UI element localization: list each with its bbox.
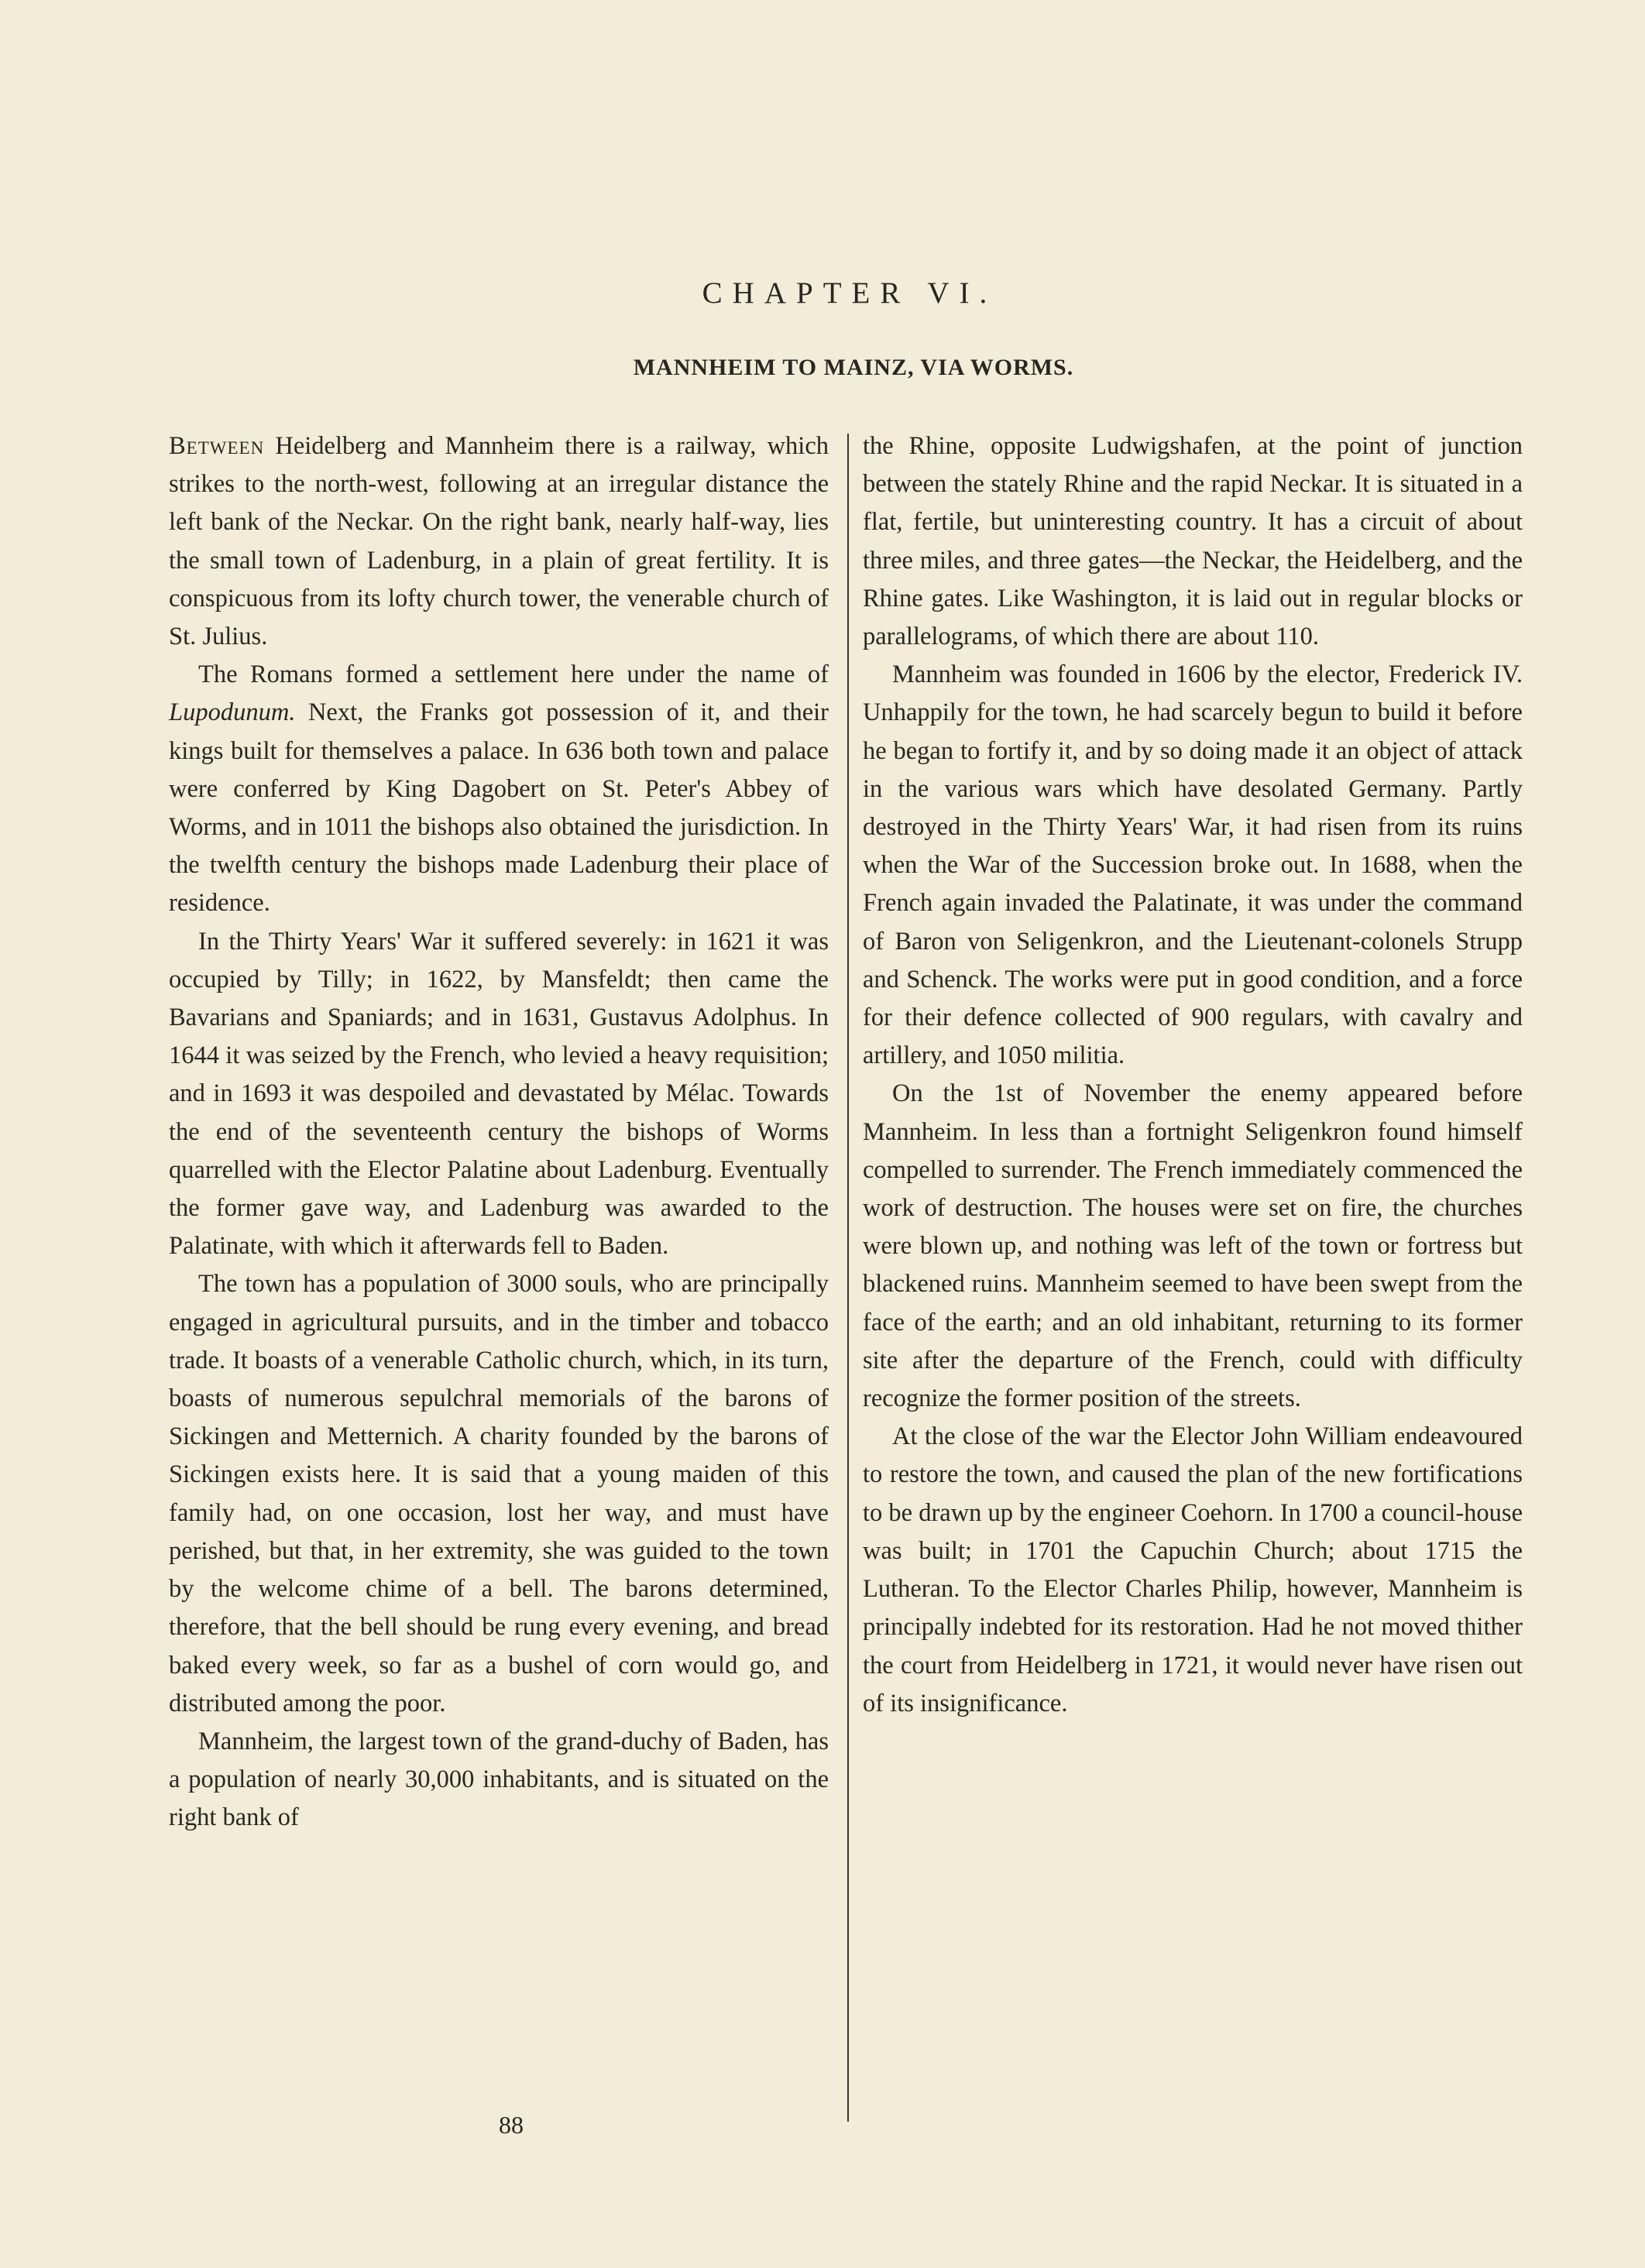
paragraph-restoration: At the close of the war the Elector John William endeavoured to restore the town, and caused the plan of the new fortifications to be drawn up by the engineer Coehorn. In 1700 a council-house was built; in 1701 the Capuchin Church; about 1715 the Lutheran. To the Elector Charles Philip, however, Mannheim is principally indebted for its restoration. Had he not moved thither the court from Heidelberg in 1721, it would never have risen out of its insignificance.: [863, 1422, 1523, 1717]
drop-lead-word: Between: [169, 432, 265, 460]
right-column: [863, 427, 1523, 2077]
paragraph-text: Heidelberg and Mannheim there is a railway, which strikes to the north-west, following at an irregular distance the left bank of the Neckar. On the right bank, nearly half-way, lies the small town of Ladenburg, in a plain of great fertility. It is conspicuous from its lofty church tower, the venerable church of St. Julius.: [169, 432, 829, 651]
left-column: [169, 427, 829, 2077]
chapter-title: CHAPTER VI.: [702, 276, 998, 310]
paragraph-text: Next, the Franks got possession of it, and their kings built for themselves a palace. In 636 both town and palace were conferred by King Dagobert on St. Peter's Abbey of Worms, and in 1011 the bishops also obtained the jurisdiction. In the twelfth century the bishops made Ladenburg their place of residence.: [169, 698, 829, 918]
paragraph-romans: [169, 656, 829, 922]
paragraph-text: The Romans formed a settlement here under the name of: [198, 660, 829, 689]
italic-term: Lupodunum.: [169, 698, 296, 727]
page-number: 88: [499, 2111, 524, 2139]
paragraph-mannheim-founded: Mannheim was founded in 1606 by the elector, Frederick IV. Unhappily for the town, he had scarcely begun to build it before he began to fortify it, and by so doing made it an object of attack in the various wars which have desolated Germany. Partly destroyed in the Thirty Years' War, it had risen from its ruins when the War of the Succession broke out. In 1688, when the French again invaded the Palatinate, it was under the command of Baron von Seligenkron, and the Lieutenant-colonels Strupp and Schenck. The works were put in good condition, and a force for their defence collected of 900 regulars, with cavalry and artillery, and 1050 militia.: [863, 660, 1523, 1070]
chapter-subtitle: MANNHEIM TO MAINZ, VIA WORMS.: [633, 355, 1074, 380]
paragraph-thirty-years-war: In the Thirty Years' War it suffered severely: in 1621 it was occupied by Tilly; in 1622, by Mansfeldt; then came the Bavarians and Spaniards; and in 1631, Gustavus Adolphus. In 1644 it was seized by the French, who levied a heavy requisition; and in 1693 it was despoiled and devastated by Mélac. Towards the end of the seventeenth century the bishops of Worms quarrelled with the Elector Palatine about Ladenburg. Eventually the former gave way, and Ladenburg was awarded to the Palatinate, with which it afterwards fell to Baden.: [169, 927, 829, 1261]
paragraph-rhine-continuation: the Rhine, opposite Ludwigshafen, at the point of junction between the stately Rhine and the rapid Neckar. It is situated in a flat, fertile, but uninteresting country. It has a circuit of about three miles, and three gates—the Neckar, the Heidelberg, and the Rhine gates. Like Washington, it is laid out in regular blocks or parallelograms, of which there are about 110.: [863, 432, 1523, 651]
paragraph-november-siege: On the 1st of November the enemy appeared before Mannheim. In less than a fortnight Seligenkron found himself compelled to surrender. The French immediately commenced the work of destruction. The houses were set on fire, the churches were blown up, and nothing was left of the town or fortress but blackened ruins. Mannheim seemed to have been swept from the face of the earth; and an old inhabitant, returning to its former site after the departure of the French, could with difficulty recognize the former position of the streets.: [863, 1079, 1523, 1413]
paragraph-town-population: The town has a population of 3000 souls, who are principally engaged in agricultural pursuits, and in the timber and tobacco trade. It boasts of a venerable Catholic church, which, in its turn, boasts of numerous sepulchral memorials of the barons of Sickingen and Metternich. A charity founded by the barons of Sickingen exists here. It is said that a young maiden of this family had, on one occasion, lost her way, and must have perished, but that, in her extremity, she was guided to the town by the welcome chime of a bell. The barons determined, therefore, that the bell should be rung every evening, and bread baked every week, so far as a bushel of corn would go, and distributed among the poor.: [169, 1270, 829, 1717]
paragraph-ladenburg-intro: [169, 427, 829, 656]
paragraph-mannheim-intro: Mannheim, the largest town of the grand-duchy of Baden, has a population of nearly 30,000 inhabitants, and is situated on the right bank of: [169, 1727, 829, 1832]
column-divider: [847, 434, 849, 2122]
